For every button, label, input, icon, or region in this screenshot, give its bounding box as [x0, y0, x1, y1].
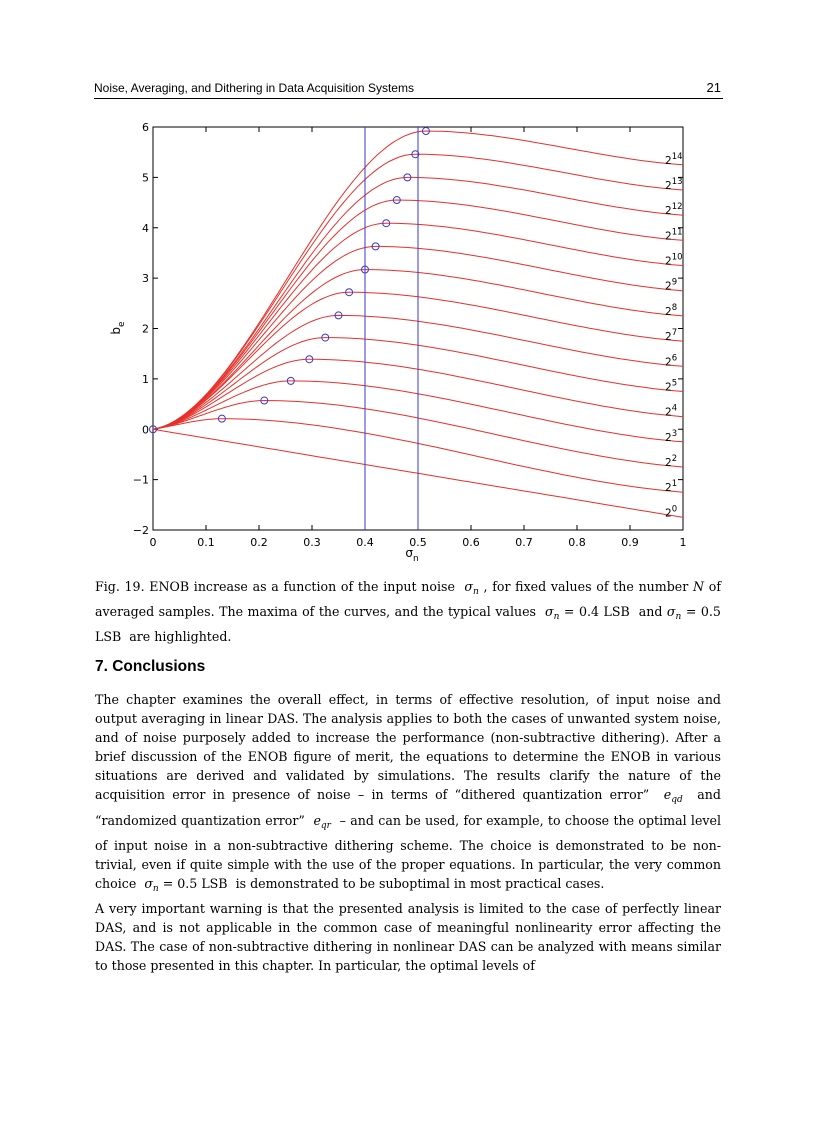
caption-text-1: ENOB increase as a function of the input noise: [149, 579, 455, 594]
series-label: $2^9$: [665, 277, 678, 293]
series-label: $2^7$: [665, 328, 678, 344]
y-tick-label: 5: [142, 171, 149, 185]
x-axis-label-symbol: σ: [405, 546, 413, 560]
y-tick-label: 1: [142, 372, 149, 386]
y-tick-label: −2: [132, 524, 149, 537]
y-tick-label: −1: [132, 473, 149, 487]
paragraph-1: [95, 690, 721, 899]
y-axis-label-subscript: e: [117, 321, 127, 327]
section-heading: 7. Conclusions: [95, 658, 206, 675]
series-label: $2^{14}$: [665, 151, 683, 167]
svg-text:be: [109, 321, 127, 335]
y-tick-label: 4: [142, 221, 149, 235]
y-tick-label: 0: [142, 423, 149, 437]
x-axis-label-subscript: n: [412, 554, 419, 564]
series-label: $2^6$: [665, 353, 678, 369]
x-tick-label: 0.6: [462, 536, 480, 549]
y-axis-label-symbol: b: [109, 326, 123, 335]
x-tick-label: 0.7: [515, 536, 533, 549]
y-tick-label: 2: [142, 322, 149, 336]
x-tick-label: 1: [679, 536, 687, 549]
e-qd-symbol: $e_{qd}$: [663, 787, 683, 806]
series-label: $2^{12}$: [665, 202, 683, 218]
caption-text-2: , for fixed values of the number: [483, 579, 689, 594]
series-label: $2^{11}$: [665, 227, 683, 243]
caption-text-3: of averaged samples. The maxima of the curves, and the typical values: [95, 579, 721, 619]
caption-sigma-eq-05: $\sigma_n = 0.5$ LSB: [95, 604, 721, 644]
x-tick-label: 0.1: [197, 536, 215, 549]
caption-text-4: and: [638, 604, 663, 619]
page-number: 21: [706, 80, 721, 95]
x-tick-label: 0.5: [409, 536, 427, 549]
x-tick-label: 0: [149, 536, 157, 549]
y-tick-label: 3: [142, 272, 149, 286]
paragraph-1-part-d: is demonstrated to be suboptimal in most practical cases.: [235, 875, 605, 891]
y-tick-label: 6: [142, 121, 149, 134]
e-qr-symbol: $e_{qr}$: [313, 812, 331, 831]
x-tick-label: 0.3: [303, 536, 321, 549]
series-label: $2^2$: [665, 454, 678, 470]
paragraph-1-part-c: – and can be used, for example, to choose the optimal level of input noise in a non-subtractive dithering scheme. The choice is demonstrated to be non-trivial, even if quite simple with the use of the proper equations. In particular, the very common choice: [95, 812, 721, 891]
figure-19: [94, 112, 724, 574]
x-tick-label: 0.2: [250, 536, 268, 549]
sigma-eq-05-inline: $\sigma_n = 0.5$ LSB: [144, 875, 228, 894]
section-body: [95, 690, 721, 975]
series-label: $2^0$: [665, 504, 678, 520]
x-tick-label: 0.4: [356, 536, 374, 549]
x-tick-label: 0.8: [568, 536, 586, 549]
series-label: $2^3$: [665, 428, 678, 444]
caption-n-symbol: N: [692, 579, 705, 594]
caption-label: Fig. 19.: [95, 579, 145, 594]
paragraph-1-part-b: and “randomized quantization error”: [95, 787, 721, 828]
series-label: $2^1$: [665, 479, 678, 495]
y-axis-label: [109, 321, 127, 335]
x-tick-label: 0.9: [621, 536, 639, 549]
series-label: $2^4$: [665, 403, 678, 419]
paragraph-2: A very important warning is that the presented analysis is limited to the case of perfectly linear DAS, and is not applicable in the common case of meaningful nonlinearity error affecting the DAS. The case of non-subtractive dithering in nonlinear DAS can be analyzed with means similar to those presented in this chapter. In particular, the optimal levels of: [95, 900, 721, 974]
paragraph-1-part-a: The chapter examines the overall effect, in terms of effective resolution, of input noise and output averaging in linear DAS. The analysis applies to both the cases of unwanted system noise, and of noise purposely added to increase the performance (non-subtractive dithering). After a brief discussion of the ENOB figure of merit, the equations to determine the ENOB in various situations are derived and validated by simulations. The results clarify the nature of the acquisition error in presence of noise – in terms of “dithered quantization error”: [95, 692, 721, 803]
enob-chart: [94, 112, 724, 574]
series-label: $2^{10}$: [665, 252, 683, 268]
series-label: $2^8$: [665, 302, 678, 318]
series-label: $2^{13}$: [665, 176, 683, 192]
running-head-title: Noise, Averaging, and Dithering in Data Acquisition Systems: [94, 81, 414, 95]
caption-text-5: are highlighted.: [129, 629, 232, 644]
series-label: $2^5$: [665, 378, 678, 394]
caption-sigma-eq-04: $\sigma_n = 0.4$ LSB: [545, 604, 630, 622]
running-head: [94, 80, 723, 99]
figure-caption: [95, 577, 721, 646]
caption-sigma-n-1: $\sigma_n$: [464, 579, 479, 597]
